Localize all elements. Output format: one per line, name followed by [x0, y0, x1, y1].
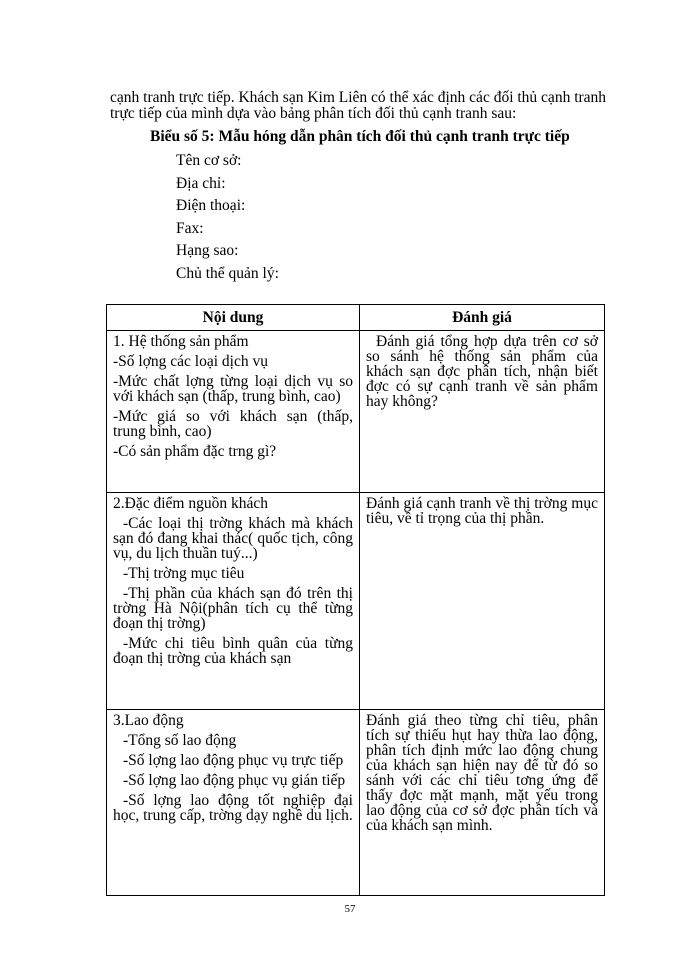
row-title: 2.Đặc điểm nguồn khách [113, 495, 268, 512]
info-field-fax: Fax: [176, 219, 204, 237]
row-item: -Mức chất lợng từng loại dịch vụ so với khách sạn (thấp, trung bình, cao) [113, 373, 353, 405]
row-item: -Mức chi tiêu bình quân của từng đoạn thị trờng của khách sạn [113, 635, 353, 667]
row-evaluation: Đánh giá theo từng chỉ tiêu, phân tích sự thiếu hụt hay thừa lao động, phân tích định mức lao động chung của khách sạn hiện nay để từ đó so sánh với các chỉ tiêu tơng ứng để thấy đợc mặt mạnh, mặt yếu trong lao động của cơ sở đợc phân tích và của khách sạn mình. [366, 712, 598, 834]
content-cell [107, 331, 360, 493]
row-evaluation: Đánh giá cạnh tranh về thị trờng mục tiêu, về tỉ trọng của thị phần. [366, 495, 598, 527]
row-item: -Số lợng lao động tốt nghiệp đại học, trung cấp, trờng dạy nghề du lịch. [113, 792, 353, 824]
intro-line-2: trực tiếp của mình dựa vào bảng phân tích đối thủ cạnh tranh sau: [110, 105, 517, 122]
row-evaluation: Đánh giá tổng hợp dựa trên cơ sở so sánh hệ thống sản phẩm của khách sạn đợc phân tích, nhận biết đợc có sự cạnh tranh về sản phẩm hay không? [366, 333, 598, 410]
intro-paragraph [110, 90, 650, 122]
page-number: 57 [344, 903, 356, 915]
table-row [107, 710, 605, 896]
info-field-address: Địa chỉ: [176, 174, 226, 192]
evaluation-cell [360, 710, 605, 896]
content-cell [107, 710, 360, 896]
info-field-management: Chủ thể quản lý: [176, 264, 279, 282]
row-item: -Tổng số lao động [123, 732, 237, 749]
info-field-name: Tên cơ sở: [176, 152, 242, 169]
intro-line-1: cạnh tranh trực tiếp. Khách sạn Kim Liên có thể xác định các đối thủ cạnh tranh [110, 89, 607, 106]
competitor-analysis-table [106, 304, 605, 896]
row-title: 1. Hệ thống sản phẩm [113, 333, 249, 350]
evaluation-cell [360, 493, 605, 710]
info-field-star-rating: Hạng sao: [176, 242, 239, 260]
content-cell [107, 493, 360, 710]
row-item: -Có sản phẩm đặc trng gì? [113, 443, 277, 460]
header-evaluation: Đánh giá [360, 305, 605, 331]
evaluation-cell [360, 331, 605, 493]
header-content: Nội dung [107, 305, 360, 331]
row-item: -Mức giá so với khách sạn (thấp, trung bình, cao) [113, 408, 353, 440]
row-item: -Số lợng lao động phục vụ trực tiếp [123, 752, 344, 769]
row-item: -Thị phần của khách sạn đó trên thị trờng Hà Nội(phân tích cụ thể từng đoạn thị trờng) [113, 585, 353, 632]
table-row [107, 331, 605, 493]
row-item: -Số lợng lao động phục vụ gián tiếp [123, 772, 346, 789]
table-header-row [107, 305, 605, 331]
row-item: -Số lợng các loại dịch vụ [113, 353, 268, 370]
table-row [107, 493, 605, 710]
row-title: 3.Lao động [113, 712, 184, 729]
row-item: -Thị trờng mục tiêu [123, 565, 245, 582]
info-field-phone: Điện thoại: [176, 197, 246, 215]
table-caption: Biểu số 5: Mẫu hóng dẫn phân tích đối thủ cạnh tranh trực tiếp [150, 128, 570, 145]
row-item: -Các loại thị trờng khách mà khách sạn đó đang khai thác( quốc tịch, công vụ, du lịch thuần tuý...) [113, 515, 353, 562]
info-fields [176, 150, 279, 286]
